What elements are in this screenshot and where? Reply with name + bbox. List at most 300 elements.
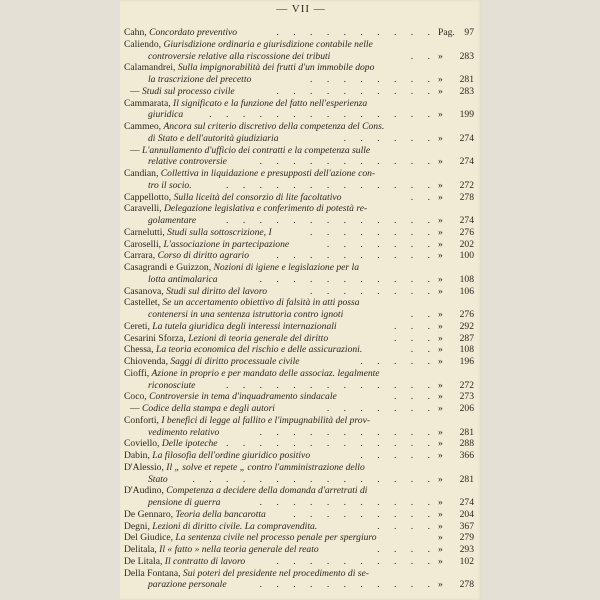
entry-author: — [130,403,142,414]
index-entry [124,98,474,110]
entry-text [148,380,195,392]
page-ref-mark: » [438,391,443,403]
page-ref-number: 108 [459,344,474,356]
leader-dots: . . . . . . . . [310,226,436,238]
entry-text [124,39,373,51]
entry-title: giuridica [148,109,184,121]
entry-text [124,462,365,474]
page-ref-mark: » [438,438,443,450]
index-entry [124,133,474,145]
page-ref-mark: » [438,544,443,555]
page-ref-number: 278 [459,579,474,591]
leader-dots: . . [410,191,436,203]
leader-dots: . . [410,344,436,356]
page-ref-number: 272 [459,379,474,391]
index-entry [124,427,474,439]
leader-dots: . . . . . [360,356,436,367]
entry-text [148,497,220,509]
leader-dots: . . . . . . . . . . [276,27,436,38]
entry-author: Del Giudice, [124,532,176,544]
entry-text [148,215,196,227]
leader-dots: . . . . . . . . . . . . . [226,215,436,226]
entry-text [124,262,359,274]
page-ref [438,250,474,262]
page-ref-mark: » [438,156,443,168]
entry-author: De Litala, [124,555,165,567]
entry-text [148,109,183,121]
entry-title: Collettiva in liquidazione e presupposti dell'azione con- [160,168,376,179]
page-ref [438,180,474,192]
entry-title: vedimento relativo [148,426,220,438]
entry-text [124,297,360,309]
page-ref [438,333,474,345]
page-ref-number: 274 [459,497,474,508]
leader-dots: . . . . . . . . . [293,508,436,520]
entry-author: Coviello, [124,438,162,450]
page-ref-mark: » [438,179,443,191]
entry-author: Degni, [124,520,153,532]
entry-text [124,62,374,74]
page-ref-number: 278 [459,191,474,203]
page-ref [438,427,474,439]
entry-title: Studi sul processo civile [142,85,235,97]
leader-dots: . . . . . . . . [310,285,436,297]
leader-dots: . . . . . . . . . . [276,250,436,262]
index-entry [124,579,474,591]
page-ref-mark: Pag. [438,27,455,38]
entry-author: Cioffi, [124,367,152,379]
page-ref-mark: » [438,226,443,238]
index-entry [124,62,474,74]
entry-title: Il „ solve et repete „ contro l'amministrazione dello [166,461,365,473]
page-ref-number: 279 [459,532,474,544]
leader-dots: . . . [394,320,436,332]
page-ref-number: 283 [459,85,474,97]
page-ref [438,391,474,403]
page-ref-number: 272 [459,179,474,191]
page-ref-mark: » [438,426,443,438]
entry-text [124,391,337,403]
leader-dots: . . . [394,391,436,403]
entry-text [124,192,341,204]
entry-author: Caroselli, [124,238,164,250]
page-ref [438,27,474,39]
page-ref [438,74,474,86]
entry-text [124,356,300,368]
page-ref [438,509,474,521]
entry-title: Il « fatto » nella teoria generale del reato [159,544,319,555]
leader-dots: . . [410,309,436,320]
entry-title: Sui poteri del presidente nel procedimento di se- [182,567,369,579]
entry-title: L'annullamento d'ufficio dei contratti e la competenza sulle [142,144,371,156]
entry-author: Casanova, [124,285,167,297]
index-entry [124,74,474,86]
page-ref-number: 199 [459,109,474,121]
index-entry [124,262,474,274]
index-entry [124,51,474,63]
index-entry [124,39,474,51]
entry-author: D'Alessio, [124,461,167,473]
entry-title: Concordato preventivo [149,27,238,38]
page-ref [438,156,474,168]
page-ref-number: 366 [459,450,474,461]
entry-author: Castellet, [124,297,163,309]
index-entry [124,485,474,497]
entry-title: Competenza a decidere della domanda d'arretrati di [166,485,368,497]
index-entry [124,156,474,168]
index-entry [124,180,474,192]
entry-text [124,239,289,251]
entry-title: la trascrizione del precetto [148,74,252,85]
entry-text [124,521,317,533]
entry-title: golamentare [148,215,197,226]
page-ref-mark: » [438,50,443,62]
page-ref [438,497,474,509]
entry-text [124,321,337,333]
index-entry [124,145,474,157]
leader-dots: . . . . . . . . . . . [259,579,436,591]
entry-author: — [130,144,142,156]
page-ref-mark: » [438,285,443,297]
index-entry [124,274,474,286]
index-entry [124,121,474,133]
leader-dots: . . . . . . . . . . [276,85,436,97]
page-ref [438,579,474,591]
page-ref-number: 281 [459,426,474,438]
entry-author: Cahn, [124,27,150,38]
entry-title: lotta antimalarica [148,273,218,285]
index-entry [124,27,474,39]
entry-title: L'associazione in partecipazione [163,238,290,250]
page-ref-number: 97 [464,27,474,38]
page-ref-mark: » [438,250,443,262]
entry-text [124,250,249,262]
page-ref-mark: » [438,85,443,97]
entry-title: Corso di diritto agrario [157,250,249,262]
entry-title: Lezioni di diritto civile. La compravendita. [152,520,318,532]
index-entry [124,215,474,227]
entry-text [148,133,279,145]
index-entry [124,521,474,533]
entry-text [124,27,237,39]
entry-title: parazione personale [148,579,227,591]
index-entry [124,239,474,251]
entry-author: — [130,85,142,97]
entry-text [124,168,375,180]
entry-author: D'Audino, [124,485,167,497]
author-index-list [124,27,474,591]
entry-author: Cammeo, [124,121,164,132]
entry-author: Carnelutti, [124,226,168,238]
entry-text [130,403,275,415]
page-ref-number: 287 [459,332,474,344]
page-ref [438,356,474,368]
entry-title: I benefici di legge al fallito e l'impugnabilità del prov- [161,414,371,426]
page-ref-number: 102 [459,555,474,567]
page-ref-mark: » [438,520,443,532]
entry-title: Codice della stampa e degli autori [142,403,275,414]
leader-dots: . . . . . . . . . . . . . . . [192,473,436,485]
entry-text [124,544,319,556]
page-ref-number: 276 [459,226,474,238]
page-ref [438,438,474,450]
entry-title: Il significato e la funzione del fatto nell'esperienza [173,97,368,109]
entry-title: Saggi di diritto processuale civile [170,356,300,367]
page-ref [438,450,474,462]
entry-author: Della Fontana, [124,567,183,579]
index-entry [124,86,474,98]
page-ref-number: 281 [459,74,474,85]
page-ref-number: 274 [459,132,474,144]
entry-author: Cesarini Sforza, [124,332,189,344]
page-ref [438,556,474,568]
entry-title: contenersi in una sentenza istruttoria contro ignoti [148,309,344,320]
page-number-header: — VII — [276,3,326,15]
index-entry [124,297,474,309]
entry-text [148,274,218,286]
entry-title: Se un accertamento obiettivo di falsità in atti possa [162,297,360,309]
entry-title: Lezioni di teoria generale del diritto [188,332,329,344]
page-ref [438,274,474,286]
entry-text [148,74,251,86]
leader-dots: . . . . [377,520,436,532]
leader-dots: . . . . . . . . . . . [259,426,436,438]
page-ref-number: 204 [459,508,474,520]
entry-title: Delle ipoteche [161,438,218,450]
entry-text [148,180,192,192]
entry-title: Stato [148,473,168,485]
leader-dots: . . . . . . . [326,403,436,414]
entry-title: La teoria economica del rischio e delle assicurazioni. [155,344,363,356]
entry-author: Chessa, [124,344,156,356]
entry-author: Cammarata, [124,97,174,109]
index-entry [124,474,474,486]
entry-title: Sulla liceità del consorzio di lite facoltativo [173,191,342,203]
leader-dots: . . . . . . . . . . . . . [226,438,436,450]
page-ref-mark: » [438,332,443,344]
leader-dots: . . . . . . . . . . . . . [226,379,436,391]
page-ref-mark: » [438,215,443,226]
page-ref [438,521,474,533]
page-ref [438,474,474,486]
entry-text [148,474,168,486]
page-ref-mark: » [438,403,443,414]
index-entry [124,227,474,239]
entry-text [124,485,367,497]
page-ref-number: 293 [459,544,474,555]
page-ref-number: 367 [459,520,474,532]
leader-dots: . . . [394,332,436,344]
entry-text [148,51,330,63]
index-entry [124,109,474,121]
page-ref-number: 202 [459,238,474,250]
page-ref-number: 281 [459,473,474,485]
index-entry [124,203,474,215]
entry-title: Teoria della bancarotta [175,508,266,520]
index-entry [124,344,474,356]
page-ref [438,380,474,392]
entry-title: La filosofia dell'ordine giuridico positivo [152,450,311,461]
entry-author: Carrara, [124,250,158,262]
leader-dots: . . . . [377,544,436,555]
entry-title: Sulla impignorabilità dei frutti d'un immobile dopo [177,62,375,74]
index-entry [124,438,474,450]
entry-text [148,309,343,321]
entry-text [124,203,367,215]
entry-title: Azione in proprio e per mandato delle associaz. legalmente [151,367,380,379]
page-ref-mark: » [438,579,443,591]
page-ref-mark: » [438,344,443,356]
page-ref-number: 196 [459,356,474,367]
entry-author: Calamandrei, [124,62,178,74]
entry-title: La sentenza civile nel processo penale per spergiuro [175,532,377,544]
entry-author: Conforti, [124,414,162,426]
entry-title: Giurisdizione ordinaria e giurisdizione contabile nelle [163,38,373,50]
entry-text [124,344,362,356]
entry-text [124,556,245,568]
index-entry [124,568,474,580]
page-ref-number: 274 [459,215,474,226]
index-entry [124,450,474,462]
index-entry [124,168,474,180]
leader-dots: . . . . . . . . . . . . . . [209,109,436,121]
page-ref [438,192,474,204]
index-entry [124,391,474,403]
page-ref [438,403,474,415]
index-entry [124,333,474,345]
page-ref-mark: » [438,555,443,567]
page-ref-number: 273 [459,391,474,403]
entry-title: relative controversie [148,156,227,168]
index-entry [124,309,474,321]
index-entry [124,497,474,509]
page-ref-mark: » [438,320,443,332]
page-ref [438,51,474,63]
page-ref-number: 283 [459,50,474,62]
entry-text [124,333,328,345]
entry-title: Delegazione legislativa e conferimento di potestà re- [163,203,368,215]
entry-title: Nozioni di igiene e legislazione per la [213,262,360,273]
page-ref [438,344,474,356]
page-ref-mark: » [438,379,443,391]
entry-author: Coco, [124,391,150,403]
page-ref-mark: » [438,356,443,367]
entry-author: Dabin, [124,450,153,461]
index-entry [124,250,474,262]
page-ref-number: 106 [459,285,474,297]
leader-dots: . . . . . . . . . . . [259,156,436,168]
leader-dots: . . . . . . . . [310,74,436,85]
page-ref-number: 276 [459,309,474,320]
entry-text [124,438,218,450]
page-ref-mark: » [438,497,443,508]
entry-title: di Stato e dell'autorità giudiziaria [148,132,279,144]
page-ref [438,309,474,321]
entry-text [148,156,227,168]
page-ref-number: 288 [459,438,474,450]
page-ref [438,239,474,251]
entry-author: Cappellotto, [124,191,174,203]
page-ref-mark: » [438,473,443,485]
leader-dots: . . . . . [360,450,436,461]
index-entry [124,321,474,333]
page-ref-number: 100 [459,250,474,262]
entry-title: pensione di guerra [148,497,221,508]
page-ref-mark: » [438,508,443,520]
entry-title: La tutela giuridica degli interessi internazionali [152,320,337,332]
leader-dots: . . . . . . . . . . . . . [226,179,436,191]
page-ref-number: 206 [459,403,474,414]
entry-title: Ancora sul criterio discretivo della competenza del Cons. [163,121,385,132]
page-ref-mark: » [438,109,443,121]
page-ref [438,227,474,239]
entry-text [124,121,384,133]
entry-author: Caliendo, [124,38,164,50]
entry-author: Cereti, [124,320,153,332]
index-entry [124,356,474,368]
entry-text [148,427,219,439]
entry-text [124,532,377,544]
page-ref [438,544,474,556]
page-ref [438,286,474,298]
index-entry [124,462,474,474]
entry-title: Studi sul diritto del lavoro [166,285,268,297]
entry-author: Delitala, [124,544,160,555]
entry-title: controversie relative alla riscossione dei tributi [148,50,331,62]
index-entry [124,544,474,556]
entry-text [124,568,369,580]
entry-text [124,509,266,521]
index-entry [124,509,474,521]
index-entry [124,286,474,298]
page-ref-mark: » [438,238,443,250]
page-ref-mark: » [438,132,443,144]
entry-text [124,415,370,427]
entry-text [124,286,267,298]
page-ref-number: 292 [459,320,474,332]
entry-text [124,227,272,239]
page-ref-mark: » [438,450,443,461]
page-ref [438,215,474,227]
entry-text [124,368,380,380]
page-ref-mark: » [438,273,443,285]
entry-author: Casagrandi e Guizzon, [124,262,214,273]
index-entry [124,368,474,380]
entry-text [124,98,367,110]
leader-dots: . . . . . . . . . . . [259,273,436,285]
entry-title: riconosciute [148,379,196,391]
entry-text [130,86,235,98]
page-ref-number: 274 [459,156,474,168]
leader-dots: . . [410,50,436,62]
index-entry [124,192,474,204]
entry-title: tro il socio. [148,179,192,191]
entry-author: Candian, [124,168,161,179]
entry-author: Chiovenda, [124,356,171,367]
index-entry [124,532,474,544]
page-ref [438,86,474,98]
entry-text [124,450,310,462]
entry-text [130,145,370,157]
leader-dots: . . . . . . . . . . [276,555,436,567]
leader-dots: . . . . . . [343,132,436,144]
entry-author: De Gennaro, [124,508,176,520]
entry-title: Studi sulla sottoscrizione, I [167,226,272,238]
leader-dots: . . . . . . . . . . . [259,497,436,508]
entry-author: Caravelli, [124,203,164,215]
book-page [120,0,482,600]
index-entry [124,415,474,427]
